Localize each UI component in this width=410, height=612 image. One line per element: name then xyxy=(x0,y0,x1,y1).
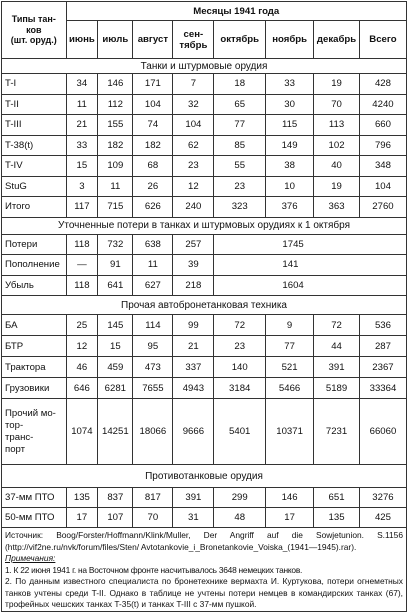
value-cell: 9 xyxy=(266,315,314,336)
value-cell: 521 xyxy=(266,357,314,378)
value-cell: 459 xyxy=(98,357,133,378)
value-cell: 1604 xyxy=(214,275,407,296)
value-cell: 65 xyxy=(214,94,266,115)
row-label: 50-мм ПТО xyxy=(2,508,67,528)
value-cell: 30 xyxy=(266,94,314,115)
months-title: Месяцы 1941 года xyxy=(66,2,406,21)
value-cell: 107 xyxy=(98,508,133,528)
value-cell: 115 xyxy=(266,115,314,136)
losses-table xyxy=(1,1,407,612)
value-cell: 796 xyxy=(359,135,406,156)
table-row xyxy=(2,315,407,336)
value-cell: 23 xyxy=(214,176,266,197)
value-cell: 660 xyxy=(359,115,406,136)
value-cell: 32 xyxy=(173,94,214,115)
value-cell: 376 xyxy=(266,197,314,218)
value-cell: 1074 xyxy=(66,399,98,465)
value-cell: 9666 xyxy=(173,399,214,465)
value-cell: 113 xyxy=(314,115,360,136)
table-row xyxy=(2,399,407,465)
label-line: тор- xyxy=(5,419,24,431)
notes-title: Примечания: xyxy=(5,553,56,563)
value-cell: 72 xyxy=(314,315,360,336)
section2-body xyxy=(2,234,407,296)
value-cell: 4943 xyxy=(173,378,214,399)
value-cell: 3 xyxy=(66,176,98,197)
table-row xyxy=(2,508,407,528)
value-cell: 104 xyxy=(133,94,173,115)
value-cell: 91 xyxy=(98,255,133,276)
column-header xyxy=(359,21,406,59)
table-row xyxy=(2,275,407,296)
value-cell: 21 xyxy=(173,336,214,357)
value-cell: 240 xyxy=(173,197,214,218)
corner-line2: ков xyxy=(26,24,42,35)
value-cell: 715 xyxy=(98,197,133,218)
value-cell: 626 xyxy=(133,197,173,218)
value-cell: 363 xyxy=(314,197,360,218)
value-cell: 39 xyxy=(173,255,214,276)
table-row xyxy=(2,378,407,399)
column-header xyxy=(66,21,98,59)
value-cell: 19 xyxy=(314,74,360,95)
value-cell: 104 xyxy=(359,176,406,197)
column-header xyxy=(314,21,360,59)
value-cell: 33364 xyxy=(359,378,406,399)
value-cell: 48 xyxy=(214,508,266,528)
value-cell: 23 xyxy=(173,156,214,177)
value-cell: 34 xyxy=(66,74,98,95)
value-cell: 99 xyxy=(173,315,214,336)
value-cell: 391 xyxy=(173,488,214,508)
value-cell: 15 xyxy=(98,336,133,357)
value-cell: 10371 xyxy=(266,399,314,465)
label-line: Прочий мо- xyxy=(5,407,56,419)
value-cell: 102 xyxy=(314,135,360,156)
value-cell: 5401 xyxy=(214,399,266,465)
section-title: Прочая автобронетанковая техника xyxy=(2,296,407,315)
row-label: Итого xyxy=(2,197,67,218)
value-cell: 95 xyxy=(133,336,173,357)
table-row xyxy=(2,74,407,95)
value-cell: 31 xyxy=(173,508,214,528)
value-cell: 17 xyxy=(266,508,314,528)
value-cell: 146 xyxy=(98,74,133,95)
section4-body xyxy=(2,488,407,528)
table-row xyxy=(2,176,407,197)
value-cell: 473 xyxy=(133,357,173,378)
corner-line3: (шт. оруд.) xyxy=(10,35,57,46)
value-cell: 257 xyxy=(173,234,214,255)
column-header-text: сен- xyxy=(183,28,204,40)
section-title: Противотанковые орудия xyxy=(2,465,407,488)
value-cell: 7655 xyxy=(133,378,173,399)
value-cell: 218 xyxy=(173,275,214,296)
label-line: порт xyxy=(5,443,26,455)
row-label: T-IV xyxy=(2,156,67,177)
value-cell: 140 xyxy=(214,357,266,378)
row-label: StuG xyxy=(2,176,67,197)
row-label: Убыль xyxy=(2,275,67,296)
row-label: T-II xyxy=(2,94,67,115)
value-cell: 12 xyxy=(173,176,214,197)
value-cell: 7231 xyxy=(314,399,360,465)
label-line: транс- xyxy=(5,431,34,443)
value-cell: 25 xyxy=(66,315,98,336)
row-label: T-I xyxy=(2,74,67,95)
value-cell: 46 xyxy=(66,357,98,378)
value-cell: 171 xyxy=(133,74,173,95)
value-cell: 114 xyxy=(133,315,173,336)
column-header xyxy=(173,21,214,59)
value-cell: 118 xyxy=(66,275,98,296)
value-cell: 17 xyxy=(66,508,98,528)
row-label: T-38(t) xyxy=(2,135,67,156)
value-cell: 66060 xyxy=(359,399,406,465)
value-cell: 135 xyxy=(66,488,98,508)
value-cell: 3184 xyxy=(214,378,266,399)
row-label: БА xyxy=(2,315,67,336)
column-header-text: июнь xyxy=(68,34,95,45)
value-cell: 145 xyxy=(98,315,133,336)
note-2: 2. По данным известного специалиста по бронетехнике вермахта И. Куртукова, потери огнеметных танков учтены среди T-II. Однако в таблице не учтены потери немцев в командирских танках (67), трофейных чешских танках T-35(t) и танках T-III с 37-мм пушкой. xyxy=(5,576,403,609)
source-text: Источник: Boog/Forster/Hoffmann/Klink/Muller, Der Angriff auf die Sowjetunion. S.1156 (http://vif2ne.ru/nvk/forum/files/Sten/ Avtotankovie_i_Bronetankovie_Voiska_(1941—1945).rar). xyxy=(5,530,403,552)
value-cell: 62 xyxy=(173,135,214,156)
source-notes xyxy=(2,528,407,612)
value-cell: 11 xyxy=(133,255,173,276)
column-header-text: июль xyxy=(102,34,129,45)
value-cell: 77 xyxy=(214,115,266,136)
value-cell: 112 xyxy=(98,94,133,115)
column-header-text: декабрь xyxy=(316,34,357,45)
table-row xyxy=(2,357,407,378)
row-label: Грузовики xyxy=(2,378,67,399)
value-cell: 425 xyxy=(359,508,406,528)
column-header xyxy=(214,21,266,59)
column-header xyxy=(133,21,173,59)
value-cell: 732 xyxy=(98,234,133,255)
value-cell: 11 xyxy=(98,176,133,197)
section3-body xyxy=(2,315,407,399)
column-header-text: ноябрь xyxy=(272,34,307,45)
value-cell: 391 xyxy=(314,357,360,378)
value-cell: 7 xyxy=(173,74,214,95)
value-cell: 651 xyxy=(314,488,360,508)
value-cell: 5189 xyxy=(314,378,360,399)
value-cell: 38 xyxy=(266,156,314,177)
value-cell: 2760 xyxy=(359,197,406,218)
column-header-text: август xyxy=(137,34,169,45)
value-cell: 33 xyxy=(266,74,314,95)
value-cell: 118 xyxy=(66,234,98,255)
row-label: Пополнение xyxy=(2,255,67,276)
value-cell: 10 xyxy=(266,176,314,197)
table-row xyxy=(2,336,407,357)
table-row xyxy=(2,488,407,508)
value-cell: 641 xyxy=(98,275,133,296)
value-cell: 72 xyxy=(214,315,266,336)
value-cell: 428 xyxy=(359,74,406,95)
value-cell: 18066 xyxy=(133,399,173,465)
value-cell: 348 xyxy=(359,156,406,177)
value-cell: 337 xyxy=(173,357,214,378)
value-cell: 44 xyxy=(314,336,360,357)
value-cell: 627 xyxy=(133,275,173,296)
value-cell: 68 xyxy=(133,156,173,177)
value-cell: 5466 xyxy=(266,378,314,399)
column-header-text: октябрь xyxy=(220,34,260,45)
value-cell: 155 xyxy=(98,115,133,136)
value-cell: 536 xyxy=(359,315,406,336)
value-cell: — xyxy=(66,255,98,276)
corner-header xyxy=(2,2,67,59)
value-cell: 4240 xyxy=(359,94,406,115)
value-cell: 141 xyxy=(214,255,407,276)
value-cell: 21 xyxy=(66,115,98,136)
value-cell: 287 xyxy=(359,336,406,357)
value-cell: 14251 xyxy=(98,399,133,465)
table-row xyxy=(2,234,407,255)
row-label: Трактора xyxy=(2,357,67,378)
corner-line1: Типы тан- xyxy=(11,14,56,25)
row-label: Потери xyxy=(2,234,67,255)
value-cell: 135 xyxy=(314,508,360,528)
value-cell: 104 xyxy=(173,115,214,136)
value-cell: 74 xyxy=(133,115,173,136)
section1-body xyxy=(2,74,407,218)
value-cell: 77 xyxy=(266,336,314,357)
value-cell: 12 xyxy=(66,336,98,357)
value-cell: 23 xyxy=(214,336,266,357)
table-row xyxy=(2,197,407,218)
value-cell: 2367 xyxy=(359,357,406,378)
value-cell: 837 xyxy=(98,488,133,508)
value-cell: 323 xyxy=(214,197,266,218)
value-cell: 40 xyxy=(314,156,360,177)
value-cell: 85 xyxy=(214,135,266,156)
value-cell: 18 xyxy=(214,74,266,95)
value-cell: 11 xyxy=(66,94,98,115)
row-label: 37-мм ПТО xyxy=(2,488,67,508)
value-cell: 149 xyxy=(266,135,314,156)
value-cell: 70 xyxy=(133,508,173,528)
section-title: Танки и штурмовые орудия xyxy=(2,59,407,74)
section-title: Уточненные потери в танках и штурмовых орудиях к 1 октября xyxy=(2,217,407,234)
value-cell: 817 xyxy=(133,488,173,508)
value-cell: 646 xyxy=(66,378,98,399)
value-cell: 19 xyxy=(314,176,360,197)
losses-table-page xyxy=(1,1,409,609)
value-cell: 638 xyxy=(133,234,173,255)
column-header xyxy=(98,21,133,59)
value-cell: 146 xyxy=(266,488,314,508)
value-cell: 15 xyxy=(66,156,98,177)
table-row xyxy=(2,94,407,115)
value-cell: 182 xyxy=(98,135,133,156)
value-cell: 26 xyxy=(133,176,173,197)
value-cell: 3276 xyxy=(359,488,406,508)
value-cell: 182 xyxy=(133,135,173,156)
value-cell: 70 xyxy=(314,94,360,115)
table-row xyxy=(2,115,407,136)
column-header-text: Всего xyxy=(369,34,397,45)
value-cell: 55 xyxy=(214,156,266,177)
column-header-text: тябрь xyxy=(179,39,208,51)
note-1: 1. К 22 июня 1941 г. на Восточном фронте насчитывалось 3648 немецких танков. xyxy=(5,564,303,575)
value-cell: 109 xyxy=(98,156,133,177)
table-row xyxy=(2,135,407,156)
value-cell: 33 xyxy=(66,135,98,156)
row-label xyxy=(2,399,67,465)
column-header xyxy=(266,21,314,59)
value-cell: 6281 xyxy=(98,378,133,399)
table-row xyxy=(2,156,407,177)
row-label: БТР xyxy=(2,336,67,357)
value-cell: 117 xyxy=(66,197,98,218)
value-cell: 299 xyxy=(214,488,266,508)
table-row xyxy=(2,255,407,276)
row-label: T-III xyxy=(2,115,67,136)
value-cell: 1745 xyxy=(214,234,407,255)
